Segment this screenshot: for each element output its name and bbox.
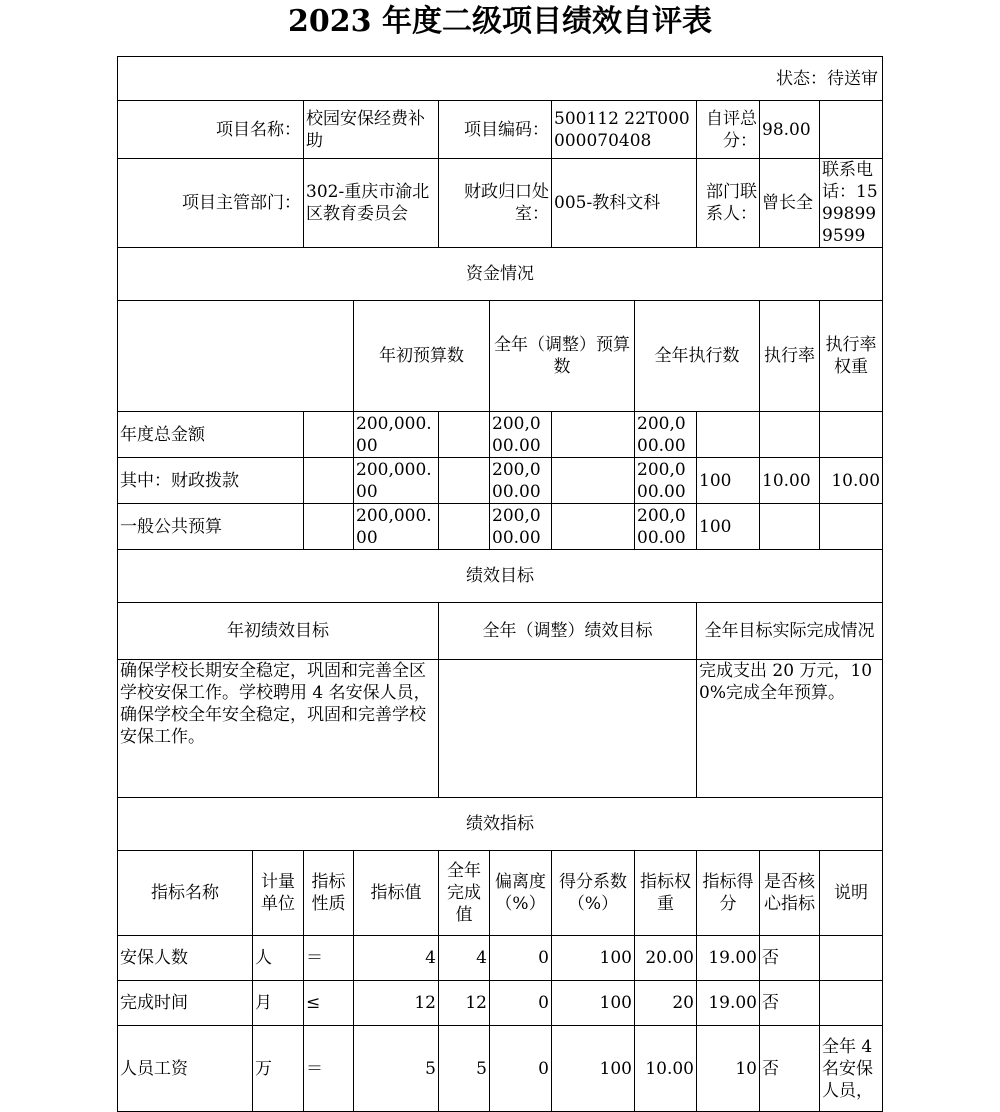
- project-code-label: 项目编码：: [439, 101, 552, 159]
- initial-goal-text: 确保学校长期安全稳定，巩固和完善全区学校安保工作。学校聘用 4 名安保人员，确保学校全年安全稳定，巩固和完善学校安保工作。: [118, 660, 439, 798]
- funds-adjusted: 200,000.00: [490, 458, 552, 504]
- office-label: 财政归口处室：: [439, 159, 552, 248]
- funds-executed: 200,000.00: [635, 458, 697, 504]
- ind-actual: 4: [439, 936, 490, 981]
- ind-deviation: 0: [490, 1026, 552, 1112]
- ind-score: 19.00: [697, 981, 760, 1026]
- empty-cell: [304, 458, 354, 504]
- funds-score: [820, 412, 883, 458]
- ind-header-deviation: 偏离度（%）: [490, 851, 552, 936]
- goals-header-completion: 全年目标实际完成情况: [697, 603, 883, 660]
- contact-label: 部门联系人：: [697, 159, 760, 248]
- funds-weight: [760, 412, 820, 458]
- table-row: [118, 412, 883, 458]
- ind-coef: 100: [552, 1026, 635, 1112]
- funds-header-executed: 全年执行数: [635, 301, 760, 412]
- ind-unit: 人: [253, 936, 304, 981]
- page-title: 2023 年度二级项目绩效自评表: [288, 4, 712, 39]
- ind-name: 人员工资: [118, 1026, 253, 1112]
- ind-coef: 100: [552, 936, 635, 981]
- adjusted-goal-text: [439, 660, 697, 798]
- empty-cell: [439, 458, 490, 504]
- ind-value: 12: [354, 981, 439, 1026]
- project-name-label: 项目名称：: [118, 101, 304, 159]
- ind-unit: 万: [253, 1026, 304, 1112]
- office-value: 005-教科文科: [552, 159, 697, 248]
- ind-coef: 100: [552, 981, 635, 1026]
- funds-header-blank: [118, 301, 354, 412]
- goals-section-title: 绩效目标: [118, 550, 883, 603]
- status-text: 状态：待送审: [118, 57, 883, 101]
- indicators-section-title: 绩效指标: [118, 798, 883, 851]
- funds-rate: [697, 412, 760, 458]
- ind-header-coef: 得分系数（%）: [552, 851, 635, 936]
- funds-header-rate: 执行率: [760, 301, 820, 412]
- ind-deviation: 0: [490, 981, 552, 1026]
- ind-actual: 12: [439, 981, 490, 1026]
- contact-value: 曾长全: [760, 159, 820, 248]
- ind-nature: ≤: [304, 981, 354, 1026]
- funds-row-label: 其中：财政拨款: [118, 458, 304, 504]
- ind-header-weight: 指标权重: [635, 851, 697, 936]
- funds-initial: 200,000.00: [354, 412, 439, 458]
- funds-adjusted: 200,000.00: [490, 412, 552, 458]
- funds-rate: 100: [697, 504, 760, 550]
- phone-label: 联系电话：: [822, 160, 873, 202]
- funds-executed: 200,000.00: [635, 504, 697, 550]
- empty-cell: [552, 458, 635, 504]
- ind-nature: ＝: [304, 1026, 354, 1112]
- ind-note: 全年 4 名安保人员，: [820, 1026, 883, 1112]
- table-row: [118, 504, 883, 550]
- ind-note: [820, 936, 883, 981]
- goals-header-initial: 年初绩效目标: [118, 603, 439, 660]
- table-row: [118, 981, 883, 1026]
- funds-score: [820, 504, 883, 550]
- funds-header-weight: 执行率权重: [820, 301, 883, 412]
- table-row: [118, 1026, 883, 1112]
- ind-header-value: 指标值: [354, 851, 439, 936]
- funds-weight: 10.00: [760, 458, 820, 504]
- empty-cell: [304, 412, 354, 458]
- empty-cell: [552, 504, 635, 550]
- ind-weight: 20.00: [635, 936, 697, 981]
- table-row: [118, 458, 883, 504]
- phone-value: [820, 159, 883, 248]
- funds-weight: [760, 504, 820, 550]
- ind-header-score: 指标得分: [697, 851, 760, 936]
- evaluation-table: [117, 56, 883, 1112]
- funds-adjusted: 200,000.00: [490, 504, 552, 550]
- ind-core: 否: [760, 1026, 820, 1112]
- funds-score: 10.00: [820, 458, 883, 504]
- ind-core: 否: [760, 936, 820, 981]
- completion-text: 完成支出 20 万元，100%完成全年预算。: [697, 660, 883, 798]
- ind-header-name: 指标名称: [118, 851, 253, 936]
- empty-cell: [552, 412, 635, 458]
- dept-label: 项目主管部门：: [118, 159, 304, 248]
- ind-header-nature: 指标性质: [304, 851, 354, 936]
- self-score-label: 自评总分：: [697, 101, 760, 159]
- funds-section-title: 资金情况: [118, 248, 883, 301]
- ind-header-actual: 全年完成值: [439, 851, 490, 936]
- ind-weight: 20: [635, 981, 697, 1026]
- ind-note: [820, 981, 883, 1026]
- funds-row-label: 一般公共预算: [118, 504, 304, 550]
- ind-score: 19.00: [697, 936, 760, 981]
- ind-header-unit: 计量单位: [253, 851, 304, 936]
- empty-cell: [439, 504, 490, 550]
- empty-cell: [304, 504, 354, 550]
- ind-weight: 10.00: [635, 1026, 697, 1112]
- funds-rate: 100: [697, 458, 760, 504]
- ind-score: 10: [697, 1026, 760, 1112]
- funds-initial: 200,000.00: [354, 458, 439, 504]
- ind-unit: 月: [253, 981, 304, 1026]
- self-score-value: 98.00: [760, 101, 820, 159]
- funds-header-initial: 年初预算数: [354, 301, 490, 412]
- table-row: [118, 936, 883, 981]
- project-code-value: 500112 22T000000070408: [552, 101, 697, 159]
- empty-cell: [820, 101, 883, 159]
- goals-header-adjusted: 全年（调整）绩效目标: [439, 603, 697, 660]
- ind-header-core: 是否核心指标: [760, 851, 820, 936]
- ind-actual: 5: [439, 1026, 490, 1112]
- phone-number: 15998999599: [822, 182, 878, 246]
- ind-name: 安保人数: [118, 936, 253, 981]
- empty-cell: [439, 412, 490, 458]
- ind-value: 4: [354, 936, 439, 981]
- ind-value: 5: [354, 1026, 439, 1112]
- funds-initial: 200,000.00: [354, 504, 439, 550]
- funds-header-adjusted: 全年（调整）预算数: [490, 301, 635, 412]
- ind-core: 否: [760, 981, 820, 1026]
- ind-name: 完成时间: [118, 981, 253, 1026]
- ind-deviation: 0: [490, 936, 552, 981]
- project-name-value: 校园安保经费补助: [304, 101, 439, 159]
- ind-header-note: 说明: [820, 851, 883, 936]
- dept-value: 302-重庆市渝北区教育委员会: [304, 159, 439, 248]
- funds-executed: 200,000.00: [635, 412, 697, 458]
- funds-row-label: 年度总金额: [118, 412, 304, 458]
- ind-nature: ＝: [304, 936, 354, 981]
